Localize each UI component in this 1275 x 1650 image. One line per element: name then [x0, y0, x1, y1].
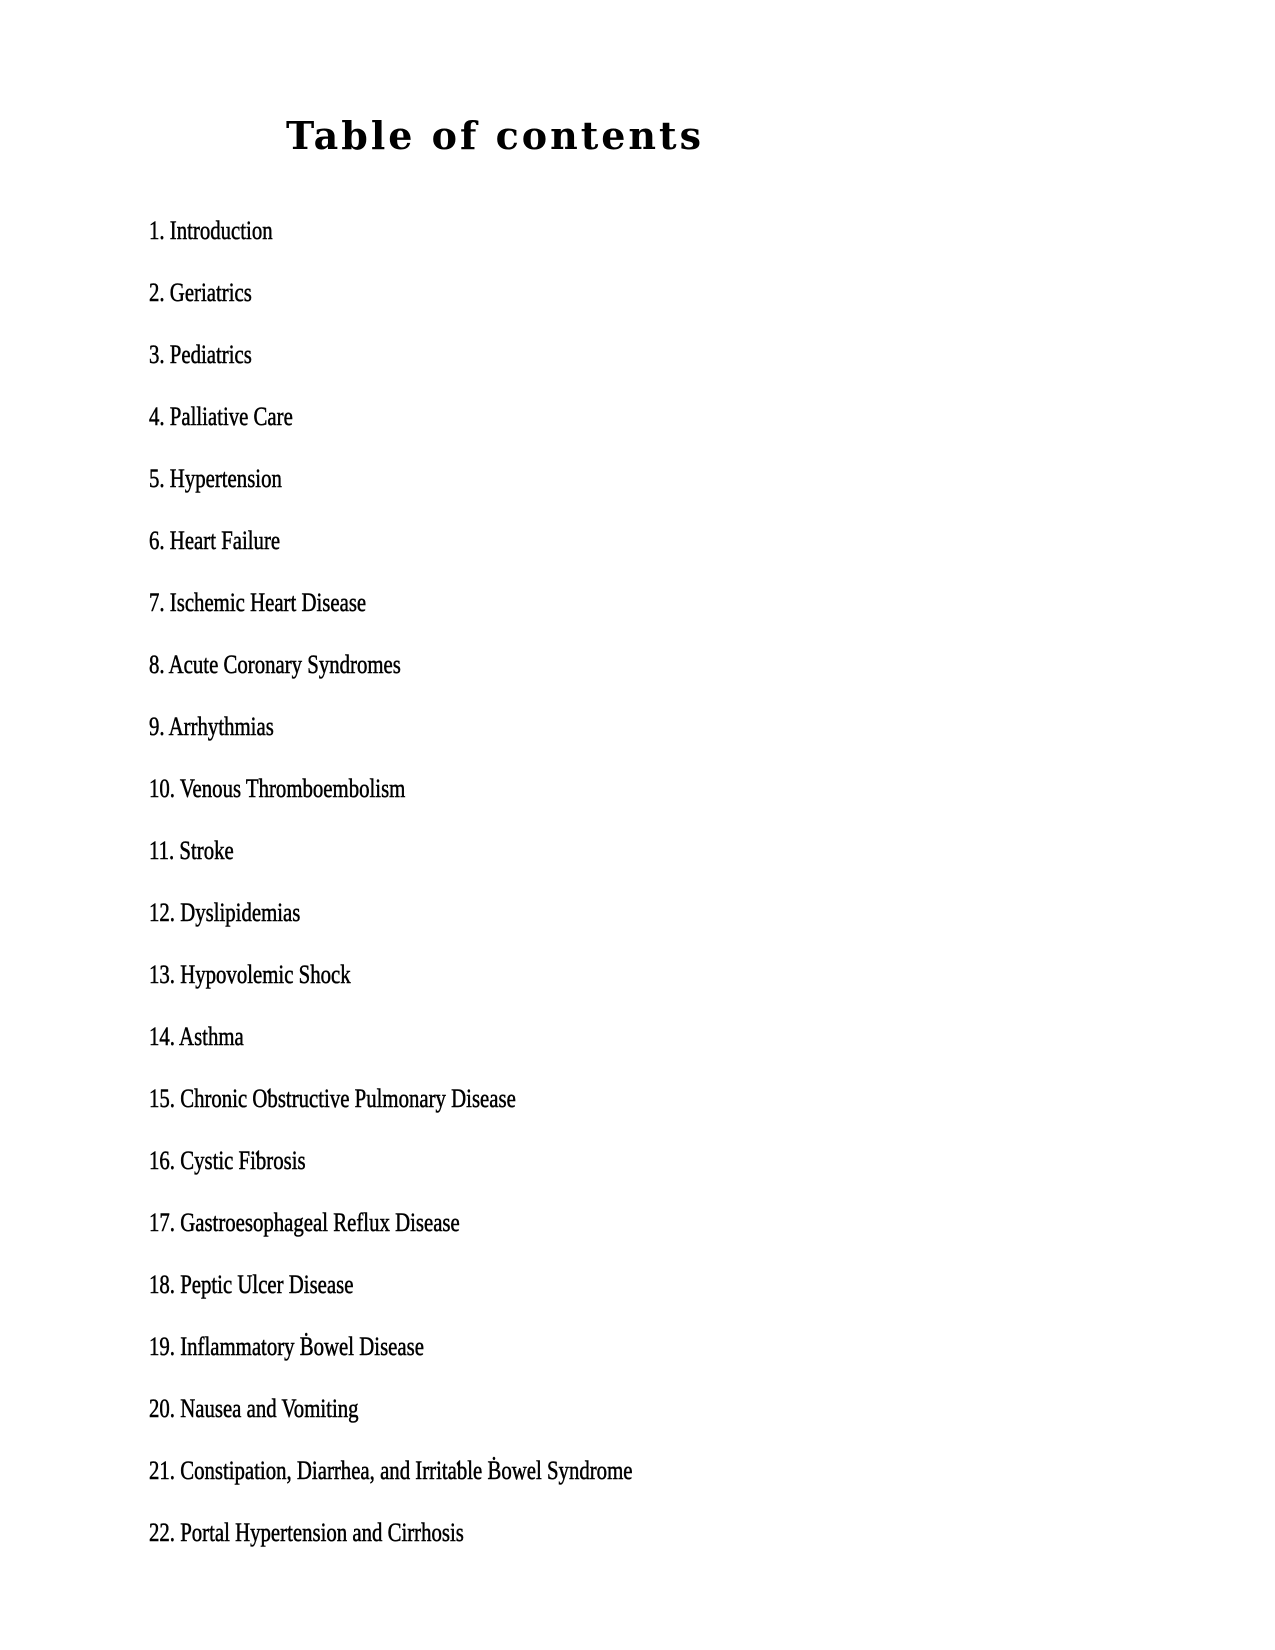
toc-entry: 8. Acute Coronary Syndromes: [149, 650, 401, 679]
toc-entry: 18. Peptic Ulcer Disease: [149, 1270, 354, 1299]
toc-entry: 9. Arrhythmias: [149, 712, 274, 741]
toc-entry: 3. Pediatrics: [149, 340, 252, 369]
toc-list: [149, 215, 753, 1579]
toc-entry: 1. Introduction: [149, 216, 273, 245]
toc-entry: 4. Palliative Care: [149, 402, 293, 431]
toc-entry: 13. Hypovolemic Shock: [149, 960, 351, 989]
page-title: Table of contents: [285, 113, 704, 158]
toc-entry: 12. Dyslipidemias: [149, 898, 301, 927]
toc-entry: 22. Portal Hypertension and Cirrhosis: [149, 1518, 464, 1547]
toc-entry: 2. Geriatrics: [149, 278, 252, 307]
toc-entry: 14. Asthma: [149, 1022, 244, 1051]
toc-entry: 11. Stroke: [149, 836, 234, 865]
toc-entry: 17. Gastroesophageal Reflux Disease: [149, 1208, 460, 1237]
toc-entry: 6. Heart Failure: [149, 526, 281, 555]
toc-entry: 19. Inflammatory Ḃowel Disease: [149, 1332, 424, 1361]
toc-entry: 15. Chronic Oƅstructive Pulmonary Disease: [149, 1084, 516, 1113]
toc-entry: 7. Ischemic Heart Disease: [149, 588, 367, 617]
toc-entry: 10. Venous Thromboembolism: [149, 774, 406, 803]
toc-entry: 21. Constipation, Diarrhea, and Irritaƅle Ḃowel Syndrome: [149, 1456, 633, 1485]
toc-entry: 16. Cystic Fiƅrosis: [149, 1146, 306, 1175]
toc-entry: 20. Nausea and Vomiting: [149, 1394, 359, 1423]
toc-entry: 5. Hypertension: [149, 464, 282, 493]
